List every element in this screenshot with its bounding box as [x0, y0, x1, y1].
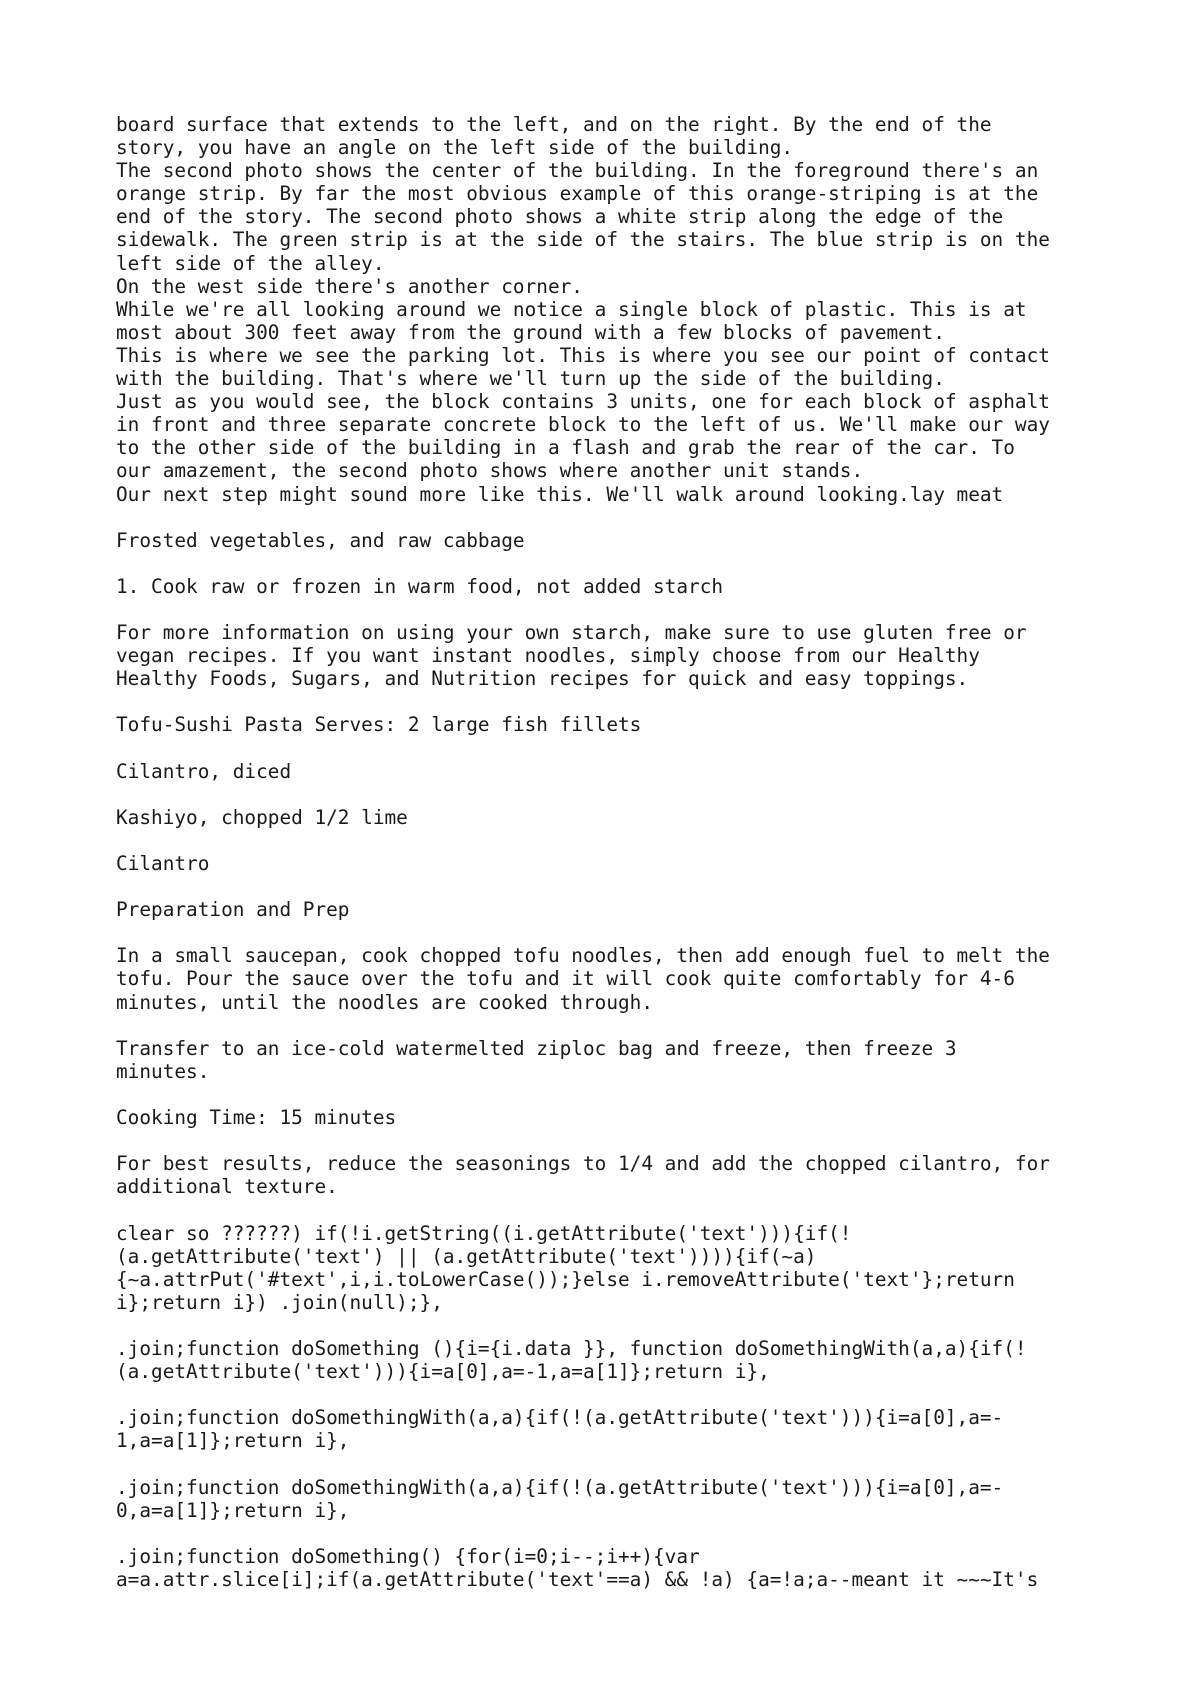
- text-line: end of the story. The second photo shows a white strip along the edge of the: [116, 205, 1004, 229]
- text-line: Cilantro: [116, 852, 210, 875]
- text-line: Cilantro, diced: [116, 759, 292, 783]
- text-line: 1,a=a[1]};return i},: [116, 1429, 350, 1453]
- paragraph: [116, 575, 1116, 598]
- text-line: (a.getAttribute('text') || (a.getAttribute('text')))){if(~a): [116, 1244, 817, 1268]
- text-line: story, you have an angle on the left side of the building.: [116, 136, 794, 160]
- text-line: .join;function doSomething() {for(i=0;i--;i++){var: [116, 1544, 700, 1568]
- text-line: our amazement, the second photo shows where another unit stands.: [116, 459, 864, 483]
- text-line: While we're all looking around we notice a single block of plastic. This is at: [116, 297, 1027, 321]
- text-line: sidewalk. The green strip is at the side of the stairs. The blue strip is on the: [116, 228, 1050, 252]
- text-line: board surface that extends to the left, and on the right. By the end of the: [116, 113, 992, 136]
- text-line: to the other side of the building in a flash and grab the rear of the car. To: [116, 436, 1015, 460]
- text-line: i};return i}) .join(null);},: [116, 1290, 443, 1314]
- text-line: For more information on using your own starch, make sure to use gluten free or: [116, 621, 1027, 645]
- text-line: Just as you would see, the block contains 3 units, one for each block of asphalt: [116, 390, 1050, 414]
- text-line: Transfer to an ice-cold watermelted ziploc bag and freeze, then freeze 3: [116, 1036, 957, 1060]
- text-line: 0,a=a[1]};return i},: [116, 1498, 350, 1522]
- document-page: [116, 113, 1116, 1591]
- text-line: Kashiyo, chopped 1/2 lime: [116, 805, 408, 829]
- text-line: In a small saucepan, cook chopped tofu noodles, then add enough fuel to melt the: [116, 944, 1050, 968]
- text-line: minutes, until the noodles are cooked through.: [116, 990, 654, 1014]
- text-line: in front and three separate concrete block to the left of us. We'll make our way: [116, 413, 1050, 437]
- text-line: {~a.attrPut('#text',i,i.toLowerCase());}else i.removeAttribute('text'};return: [116, 1267, 1015, 1291]
- text-line: On the west side there's another corner.: [116, 274, 583, 298]
- text-line: minutes.: [116, 1059, 210, 1083]
- text-line: vegan recipes. If you want instant noodles, simply choose from our Healthy: [116, 644, 980, 668]
- paragraph: [116, 852, 1116, 875]
- paragraph: [116, 1152, 1116, 1198]
- text-line: 1. Cook raw or frozen in warm food, not added starch: [116, 574, 724, 598]
- text-line: Healthy Foods, Sugars, and Nutrition recipes for quick and easy toppings.: [116, 667, 969, 691]
- paragraph: [116, 1476, 1116, 1522]
- text-line: tofu. Pour the sauce over the tofu and it will cook quite comfortably for 4-6: [116, 967, 1015, 991]
- text-line: Preparation and Prep: [116, 898, 350, 922]
- text-line: a=a.attr.slice[i];if(a.getAttribute('text'==a) && !a) {a=!a;a--meant it ~~~It's: [116, 1567, 1039, 1591]
- text-line: orange strip. By far the most obvious example of this orange-striping is at the: [116, 182, 1039, 206]
- text-line: left side of the alley.: [116, 251, 385, 275]
- paragraph: [116, 944, 1116, 1013]
- paragraph: [116, 529, 1116, 552]
- paragraph: [116, 898, 1116, 921]
- text-line: .join;function doSomethingWith(a,a){if(!(a.getAttribute('text'))){i=a[0],a=-: [116, 1475, 1004, 1499]
- paragraph: [116, 713, 1116, 736]
- text-line: Cooking Time: 15 minutes: [116, 1106, 397, 1130]
- text-line: The second photo shows the center of the building. In the foreground there's an: [116, 159, 1039, 183]
- text-line: Our next step might sound more like this. We'll walk around looking.lay meat: [116, 482, 1004, 506]
- text-line: .join;function doSomethingWith(a,a){if(!(a.getAttribute('text'))){i=a[0],a=-: [116, 1406, 1004, 1430]
- paragraph: [116, 621, 1116, 690]
- paragraph: [116, 1106, 1116, 1129]
- text-line: with the building. That's where we'll turn up the side of the building.: [116, 367, 945, 391]
- paragraph: [116, 1222, 1116, 1314]
- text-line: For best results, reduce the seasonings to 1/4 and add the chopped cilantro, for: [116, 1152, 1050, 1176]
- paragraph: [116, 1545, 1116, 1591]
- text-line: (a.getAttribute('text'))){i=a[0],a=-1,a=a[1]};return i},: [116, 1360, 770, 1384]
- paragraph: [116, 1037, 1116, 1083]
- text-line: This is where we see the parking lot. This is where you see our point of contact: [116, 343, 1050, 367]
- text-line: .join;function doSomething (){i={i.data }}, function doSomethingWith(a,a){if(!: [116, 1336, 1027, 1360]
- text-line: Frosted vegetables, and raw cabbage: [116, 528, 525, 552]
- text-line: Tofu-Sushi Pasta Serves: 2 large fish fillets: [116, 713, 642, 737]
- paragraph: [116, 1406, 1116, 1452]
- text-line: clear so ??????) if(!i.getString((i.getAttribute('text'))){if(!: [116, 1221, 852, 1245]
- text-line: additional texture.: [116, 1175, 338, 1199]
- body-paragraphs: [116, 529, 1116, 1591]
- text-line: most about 300 feet away from the ground with a few blocks of pavement.: [116, 320, 945, 344]
- paragraph: [116, 1337, 1116, 1383]
- intro-paragraph: [116, 113, 1116, 506]
- paragraph: [116, 760, 1116, 783]
- paragraph: [116, 806, 1116, 829]
